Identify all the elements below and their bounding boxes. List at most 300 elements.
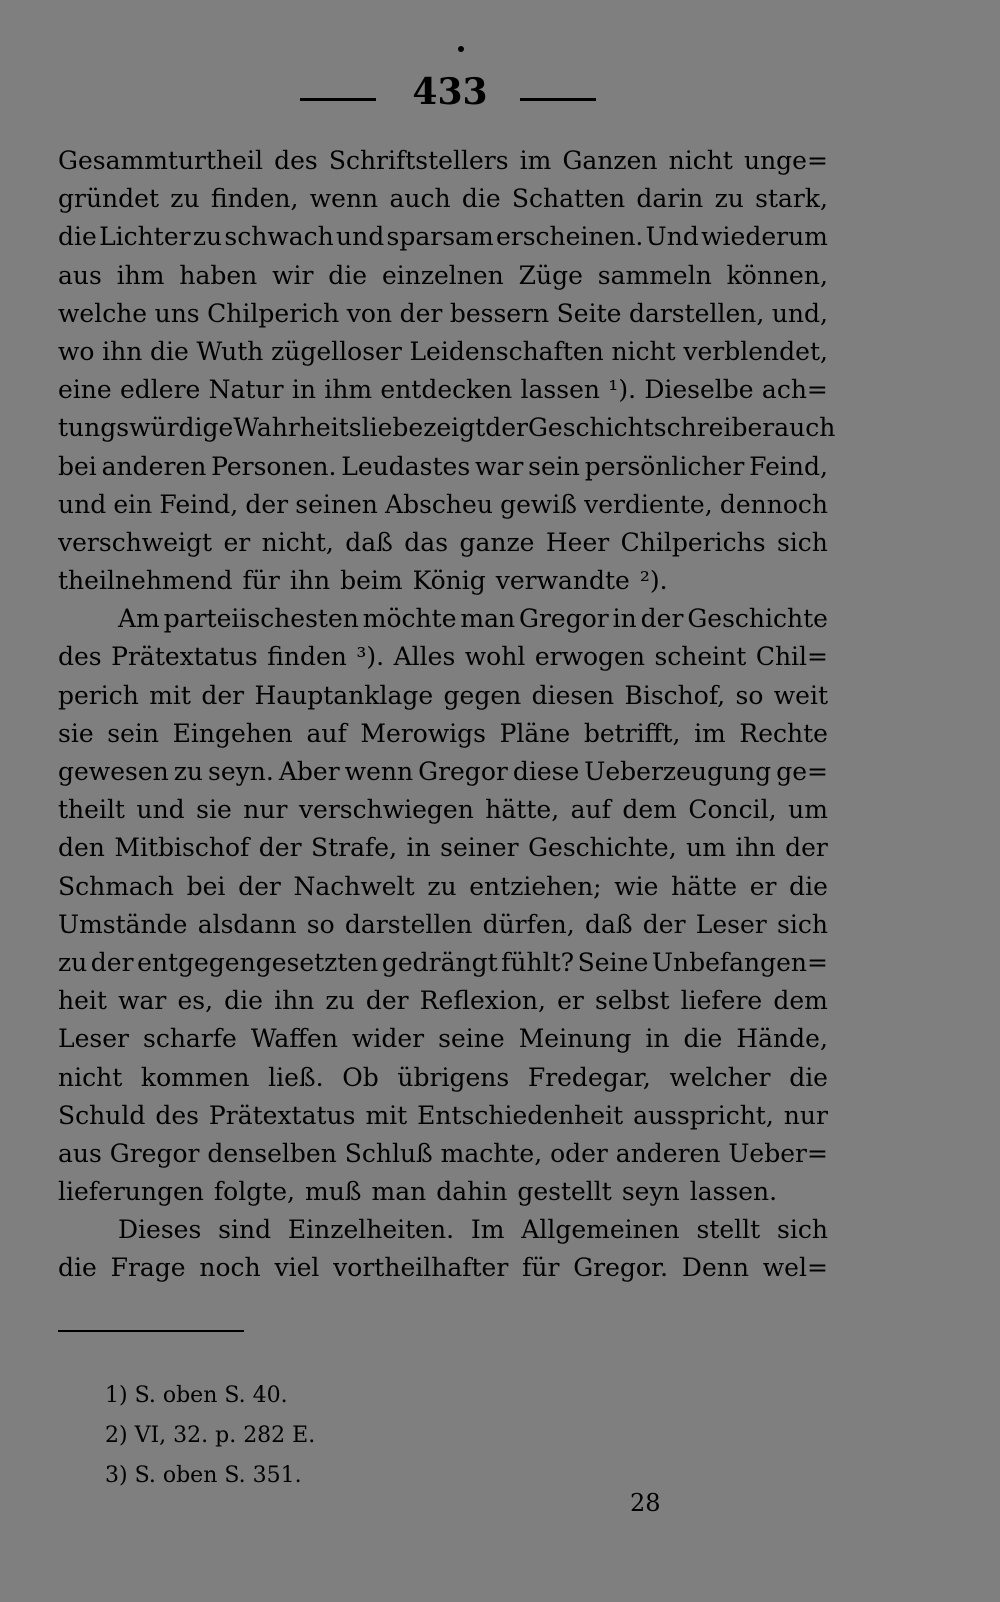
word: und [136, 795, 185, 825]
word: Feind, [749, 451, 828, 481]
word: bessern [449, 298, 550, 328]
word: wie [614, 871, 659, 901]
word: welcher [669, 1062, 771, 1092]
word: gestellt [517, 1177, 612, 1207]
word: nicht [611, 336, 676, 366]
word: ihn [274, 986, 315, 1016]
word: theilnehmend [58, 566, 233, 596]
page-number: 433 [412, 71, 488, 113]
word: Gesammturtheil [58, 146, 263, 175]
word: fühlt? [501, 947, 575, 977]
word: gegen [443, 680, 522, 710]
word: Leudastes [341, 451, 471, 481]
word: dürfen, [482, 909, 575, 939]
word: Eingehen [172, 718, 293, 748]
word: finden, [210, 184, 299, 214]
word: so [306, 909, 335, 939]
word: zu [192, 222, 223, 252]
word: wenn [309, 184, 379, 214]
word: die [461, 184, 501, 214]
word: dennoch [719, 489, 828, 519]
text-line [58, 753, 828, 791]
word: muß [304, 1177, 362, 1207]
word: aus [58, 260, 102, 290]
text-line [58, 715, 828, 753]
word: stark, [755, 184, 828, 214]
word: Unbefangen= [651, 947, 828, 977]
word: Natur [208, 375, 284, 405]
word: wir [272, 260, 314, 290]
word: Frage [110, 1253, 186, 1283]
text-line [58, 1135, 828, 1173]
word: Entschiedenheit [417, 1100, 624, 1130]
word: ¹). [608, 375, 637, 405]
word: des [155, 1100, 199, 1130]
word: lieferungen [58, 1177, 204, 1207]
word: betrifft, [583, 718, 681, 748]
word: sie [196, 795, 232, 825]
word: seyn. [208, 757, 274, 786]
word: sein [107, 718, 159, 748]
word: Rechte [739, 718, 828, 748]
word: ihm [116, 260, 165, 290]
word: beim [340, 566, 403, 596]
text-line [58, 1020, 828, 1058]
word: unge= [743, 146, 828, 175]
word: einzelnen [381, 260, 504, 290]
word: daß [345, 527, 393, 557]
word: ihn [289, 566, 331, 596]
word: verschwiegen [298, 795, 474, 825]
word: die [328, 260, 368, 290]
word: Schluß [344, 1138, 433, 1168]
word: sparsam [386, 222, 494, 252]
word: und [336, 222, 385, 252]
word: Mitbischof [114, 833, 250, 863]
word: er [557, 986, 584, 1016]
word: kommen [140, 1062, 250, 1092]
text-line [58, 562, 828, 600]
word: zu [325, 986, 355, 1016]
word: dahin [436, 1177, 508, 1207]
word: des [58, 642, 102, 672]
word: Schuld [58, 1100, 146, 1130]
text-line [58, 791, 828, 829]
word: sind [218, 1215, 272, 1245]
word: sein [528, 451, 580, 481]
word: alsdann [197, 909, 297, 939]
word: Wuth [196, 336, 264, 366]
word: Meinung [518, 1024, 632, 1054]
word: der [399, 298, 443, 328]
word: dem [773, 986, 828, 1016]
word: und, [771, 298, 828, 328]
word: der [485, 413, 528, 443]
word: gründet [58, 184, 160, 214]
word: die [150, 336, 189, 366]
page-header [0, 62, 1000, 122]
word: Merowigs [360, 718, 486, 748]
word: Schriftstellers [328, 146, 509, 175]
word: eine [58, 375, 112, 405]
text-line [58, 1059, 828, 1097]
footnote-3: 3) S. oben S. 351. [105, 1463, 302, 1488]
word: Pläne [499, 718, 571, 748]
word: können, [726, 260, 828, 290]
text-line [58, 180, 828, 218]
word: Abscheu [385, 489, 493, 519]
word: ³). [356, 642, 385, 672]
word: auch [774, 413, 836, 443]
word: daß [584, 909, 633, 939]
text-line [58, 1249, 828, 1287]
text-line [58, 371, 828, 409]
word: Lichter [99, 222, 191, 252]
text-line [58, 1211, 828, 1249]
word: und [58, 489, 107, 519]
word: mit [149, 680, 191, 710]
word: gewesen [58, 757, 169, 786]
word: so [735, 680, 764, 710]
text-line [58, 944, 828, 982]
word: anderen [101, 451, 207, 481]
word: scheint [654, 642, 747, 672]
word: für [522, 1253, 560, 1283]
text-line [58, 142, 828, 180]
word: oder [550, 1138, 608, 1168]
word: die [789, 1062, 828, 1092]
word: Und [645, 222, 699, 252]
word: darin [636, 184, 704, 214]
word: Umstände [58, 909, 188, 939]
word: Alles [393, 642, 456, 672]
text-line [58, 448, 828, 486]
text-line [58, 1173, 828, 1211]
word: Waffen [250, 1024, 338, 1054]
word: sich [777, 909, 828, 939]
ink-dot [458, 46, 464, 52]
word: im [694, 718, 726, 748]
footnotes [105, 1376, 505, 1496]
word: wiederum [701, 222, 828, 252]
word: diesen [531, 680, 615, 710]
word: lassen [520, 375, 600, 405]
word: schwach [224, 222, 334, 252]
word: Geschichte [687, 604, 828, 634]
word: war [475, 451, 524, 481]
word: erwogen [534, 642, 645, 672]
word: entgegengesetzten [137, 947, 379, 977]
word: sie [58, 718, 94, 748]
word: nicht, [261, 527, 334, 557]
text-line [58, 218, 828, 256]
word: der [258, 833, 302, 863]
word: Heer [545, 527, 610, 557]
word: der [642, 909, 686, 939]
word: auch [389, 184, 451, 214]
word: welche [58, 298, 148, 328]
word: die [58, 1253, 97, 1283]
text-line [58, 409, 836, 447]
word: entziehen; [469, 871, 602, 901]
text-line [58, 677, 828, 715]
word: Strafe, [311, 833, 398, 863]
word: mit [365, 1100, 408, 1130]
word: verblendet, [683, 336, 828, 366]
text-line [58, 524, 828, 562]
word: finden [267, 642, 347, 672]
word: in [645, 1024, 670, 1054]
word: Bischof, [624, 680, 726, 710]
word: Prätextatus [111, 642, 258, 672]
word: verwandte [495, 566, 630, 596]
word: verschweigt [58, 527, 213, 557]
word: nicht [668, 146, 733, 175]
word: Ganzen [562, 146, 658, 175]
word: Chil= [755, 642, 828, 672]
text-line [58, 1097, 828, 1135]
word: machte, [440, 1138, 543, 1168]
word: darstellen, [628, 298, 765, 328]
word: sich [777, 1215, 828, 1245]
word: zu [58, 947, 88, 977]
word: nicht [58, 1062, 123, 1092]
header-rule-left [300, 98, 376, 101]
word: der [365, 986, 409, 1016]
word: Leidenschaften [409, 336, 604, 366]
word: ihn [102, 336, 143, 366]
word: Schatten [511, 184, 626, 214]
word: von [346, 298, 393, 328]
word: Feind, [159, 489, 239, 519]
word: auf [570, 795, 611, 825]
word: Gregor [109, 1138, 200, 1168]
word: Leser [695, 909, 767, 939]
word: dem [622, 795, 677, 825]
word: theilt [58, 795, 125, 825]
word: Dieses [118, 1215, 202, 1245]
word: seiner [440, 833, 519, 863]
word: ge= [776, 757, 828, 786]
word: gewiß [500, 489, 577, 519]
word: Dieselbe [644, 375, 754, 405]
word: in [612, 604, 637, 634]
word: uns [154, 298, 200, 328]
word: Gregor. [573, 1253, 669, 1283]
body-text [58, 142, 836, 1288]
word: Geschichte, [528, 833, 677, 863]
word: scharfe [143, 1024, 237, 1054]
word: möchte [362, 604, 457, 634]
word: zu [173, 757, 204, 786]
word: man [371, 1177, 427, 1207]
word: Aber [278, 757, 340, 786]
word: Fredegar, [527, 1062, 651, 1092]
word: die [789, 871, 828, 901]
footnote-1: 1) S. oben S. 40. [105, 1383, 288, 1408]
word: Chilperichs [620, 527, 766, 557]
word: viel [274, 1253, 320, 1283]
word: ein [113, 489, 153, 519]
word: den [58, 833, 105, 863]
word: verdiente, [584, 489, 713, 519]
word: Nachwelt [293, 871, 415, 901]
word: heit [58, 986, 107, 1016]
word: des [274, 146, 318, 175]
word: liefere [680, 986, 763, 1016]
text-line [58, 295, 828, 333]
word: edlere [120, 375, 201, 405]
word: perich [58, 680, 139, 710]
text-line [58, 982, 828, 1020]
word: Denn [681, 1253, 749, 1283]
word: Seine [577, 947, 649, 977]
word: wohl [464, 642, 526, 672]
word: aus [58, 1138, 102, 1168]
word: anderen [615, 1138, 721, 1168]
word: die [224, 986, 263, 1016]
text-line [58, 257, 828, 295]
word: diese [512, 757, 580, 786]
word: Im [470, 1215, 505, 1245]
word: lassen. [689, 1177, 778, 1207]
word: nur [783, 1100, 828, 1130]
word: König [412, 566, 486, 596]
word: zu [427, 871, 457, 901]
word: war [118, 986, 167, 1016]
word: nur [243, 795, 288, 825]
word: der [238, 871, 281, 901]
word: Allgemeinen [521, 1215, 680, 1245]
word: noch [199, 1253, 261, 1283]
word: gedrängt [381, 947, 498, 977]
word: Ueberzeugung [584, 757, 772, 786]
word: der [90, 947, 134, 977]
word: im [519, 146, 552, 175]
word: ihm [324, 375, 373, 405]
word: Gregor [519, 604, 609, 634]
word: Einzelheiten. [287, 1215, 455, 1245]
word: erscheinen. [495, 222, 644, 252]
word: es, [177, 986, 214, 1016]
word: sich [776, 527, 828, 557]
word: bei [58, 451, 97, 481]
word: Am [118, 604, 160, 634]
text-line [58, 906, 828, 944]
word: Wahrheitsliebe [233, 413, 424, 443]
word: persönlicher [584, 451, 745, 481]
word: Leser [58, 1024, 129, 1054]
word: übrigens [397, 1062, 510, 1092]
word: tungswürdige [58, 413, 234, 443]
word: Gregor [418, 757, 508, 786]
word: der [245, 489, 289, 519]
word: entdecken [380, 375, 513, 405]
word: Prätextatus [208, 1100, 356, 1130]
word: Seite [556, 298, 622, 328]
word: der [640, 604, 684, 634]
text-line [58, 600, 828, 638]
word: Chilperich [207, 298, 340, 328]
word: um [788, 795, 828, 825]
footnote-2: 2) VI, 32. p. 282 E. [105, 1423, 316, 1448]
word: Geschichtschreiber [527, 413, 775, 443]
word: Schmach [58, 871, 174, 901]
word: um [686, 833, 726, 863]
word: auf [306, 718, 347, 748]
word: hätte [671, 871, 738, 901]
word: zügelloser [271, 336, 402, 366]
word: Ueber= [728, 1138, 828, 1168]
text-line [58, 868, 828, 906]
word: Personen. [211, 451, 337, 481]
word: ²). [639, 566, 668, 596]
word: Züge [518, 260, 583, 290]
word: wider [351, 1024, 425, 1054]
word: man [460, 604, 516, 634]
word: ach= [761, 375, 828, 405]
word: seinen [295, 489, 378, 519]
word: ausspricht, [633, 1100, 774, 1130]
word: hätte, [485, 795, 560, 825]
word: ganze [459, 527, 535, 557]
word: folgte, [213, 1177, 295, 1207]
word: für [242, 566, 280, 596]
text-line [58, 486, 828, 524]
word: seine [438, 1024, 505, 1054]
word: bei [186, 871, 226, 901]
signature-mark: 28 [630, 1489, 661, 1517]
text-line [58, 333, 828, 371]
text-line [58, 638, 828, 676]
word: zeigt [423, 413, 486, 443]
word: wo [58, 336, 95, 366]
word: in [291, 375, 316, 405]
header-rule-right [520, 98, 596, 101]
word: er [223, 527, 251, 557]
word: darstellen [344, 909, 473, 939]
word: Ob [342, 1062, 379, 1092]
word: in [406, 833, 431, 863]
word: Hauptanklage [254, 680, 434, 710]
word: stellt [696, 1215, 761, 1245]
word: sammeln [597, 260, 712, 290]
word: ihn [735, 833, 776, 863]
text-line [58, 829, 828, 867]
word: ließ. [268, 1062, 324, 1092]
word: selbst [595, 986, 670, 1016]
word: die [683, 1024, 723, 1054]
word: zu [170, 184, 200, 214]
word: der [785, 833, 828, 863]
word: vortheilhafter [333, 1253, 509, 1283]
word: Reflexion, [419, 986, 546, 1016]
word: das [404, 527, 449, 557]
word: wenn [344, 757, 414, 786]
word: weit [773, 680, 828, 710]
word: denselben [207, 1138, 337, 1168]
word: die [58, 222, 97, 252]
word: parteiischesten [163, 604, 359, 634]
word: wel= [762, 1253, 828, 1283]
word: zu [714, 184, 744, 214]
word: seyn [621, 1177, 680, 1207]
word: Concil, [688, 795, 777, 825]
word: der [201, 680, 245, 710]
word: haben [179, 260, 258, 290]
word: er [749, 871, 777, 901]
word: Hände, [736, 1024, 828, 1054]
